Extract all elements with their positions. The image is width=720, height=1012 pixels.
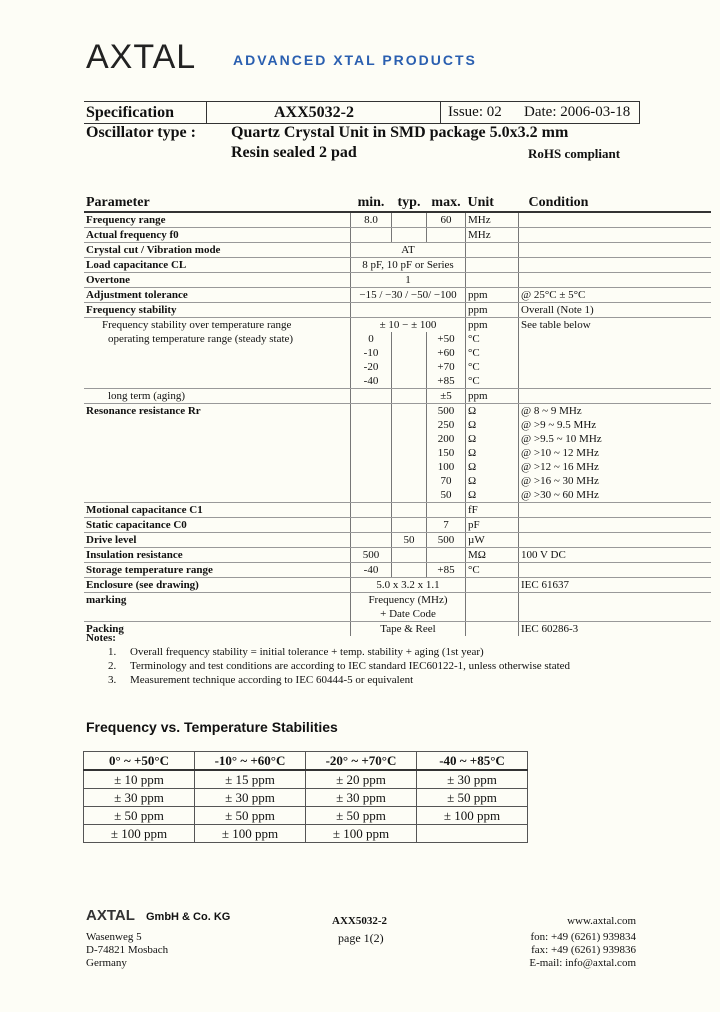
table-cell (84, 446, 351, 460)
table-cell: Ω (466, 418, 519, 432)
parameter-table (84, 193, 711, 636)
table-row (84, 303, 711, 318)
table-row (84, 518, 711, 533)
table-cell: −15 / −30 / −50/ −100 (351, 288, 466, 303)
table-cell: 50 (427, 488, 466, 503)
table-cell: Ω (466, 432, 519, 446)
table-cell (519, 607, 711, 622)
fvt-header: -40 ~ +85°C (417, 752, 528, 771)
rohs-label: RoHS compliant (528, 146, 621, 161)
table-cell: Frequency stability (84, 303, 351, 318)
table-cell: 7 (427, 518, 466, 533)
table-cell: @ >10 ~ 12 MHz (519, 446, 711, 460)
table-row (84, 446, 711, 460)
fvt-header: -10° ~ +60°C (195, 752, 306, 771)
table-cell: operating temperature range (steady state) (108, 332, 294, 345)
table-row (84, 404, 711, 419)
table-cell (427, 503, 466, 518)
table-cell: @ 25°C ± 5°C (519, 288, 711, 303)
table-cell: Frequency range (84, 212, 351, 228)
table-cell: IEC 60286-3 (519, 622, 711, 637)
table-cell (519, 273, 711, 288)
table-cell (466, 578, 519, 593)
table-cell (466, 258, 519, 273)
footer-page: page 1(2) (338, 931, 384, 945)
table-cell (392, 346, 427, 360)
table-cell (392, 432, 427, 446)
table-cell (519, 243, 711, 258)
table-cell: -40 (351, 374, 392, 389)
table-row (84, 360, 711, 374)
table-cell (351, 488, 392, 503)
table-cell: @ >30 ~ 60 MHz (519, 488, 711, 503)
table-cell: Drive level (84, 533, 351, 548)
table-cell (392, 389, 427, 404)
table-cell: Ω (466, 446, 519, 460)
table-cell: ppm (466, 389, 519, 404)
table-cell: Ω (466, 404, 519, 419)
oscillator-type: Quartz Crystal Unit in SMD package 5.0x3.2 mm (231, 124, 569, 141)
table-cell (84, 474, 351, 488)
table-row (84, 258, 711, 273)
table-cell: Crystal cut / Vibration mode (84, 243, 351, 258)
table-cell (351, 518, 392, 533)
note-text: Overall frequency stability = initial tolerance + temp. stability + aging (1st year) (130, 646, 484, 658)
fvt-row (84, 807, 528, 825)
table-cell: 8 pF, 10 pF or Series (351, 258, 466, 273)
col-header: max. (427, 193, 466, 212)
table-cell (466, 593, 519, 608)
divider (440, 102, 441, 123)
table-cell: ppm (466, 288, 519, 303)
table-cell: 500 (427, 404, 466, 419)
table-cell (84, 360, 351, 374)
table-cell: @ 8 ~ 9 MHz (519, 404, 711, 419)
fvt-cell: ± 50 ppm (306, 807, 417, 825)
table-cell: +70 (427, 360, 466, 374)
table-cell (392, 474, 427, 488)
date: Date: 2006-03-18 (524, 104, 631, 120)
table-cell (392, 488, 427, 503)
table-row (84, 474, 711, 488)
note-number: 2. (108, 660, 117, 672)
divider (639, 102, 640, 123)
table-cell: Frequency (MHz) (351, 593, 466, 608)
footer-fax: fax: +49 (6261) 939836 (531, 944, 636, 956)
table-cell: +85 (427, 563, 466, 578)
table-cell (351, 446, 392, 460)
table-cell: Resonance resistance Rr (86, 404, 201, 417)
table-cell: °C (466, 332, 519, 346)
table-cell: 250 (427, 418, 466, 432)
table-header-row (84, 193, 711, 212)
table-row (84, 460, 711, 474)
fvt-cell: ± 30 ppm (417, 770, 528, 789)
footer-country: Germany (86, 957, 127, 969)
fvt-cell (417, 825, 528, 843)
table-cell (84, 346, 351, 360)
table-cell (519, 346, 711, 360)
table-cell: @ >16 ~ 30 MHz (519, 474, 711, 488)
fvt-title: Frequency vs. Temperature Stabilities (86, 719, 338, 735)
table-cell: +50 (427, 332, 466, 346)
table-row (84, 243, 711, 258)
table-cell: @ >12 ~ 16 MHz (519, 460, 711, 474)
table-cell: Ω (466, 474, 519, 488)
fvt-row (84, 825, 528, 843)
table-row (84, 607, 711, 622)
table-cell (519, 389, 711, 404)
note-text: Measurement technique according to IEC 60444-5 or equivalent (130, 674, 414, 686)
table-cell (519, 258, 711, 273)
table-cell: -40 (351, 563, 392, 578)
fvt-row (84, 789, 528, 807)
table-cell: Adjustment tolerance (84, 288, 351, 303)
fvt-row (84, 770, 528, 789)
table-cell: MΩ (466, 548, 519, 563)
table-cell (392, 460, 427, 474)
fvt-cell: ± 50 ppm (417, 789, 528, 807)
table-row (84, 548, 711, 563)
table-cell: °C (466, 374, 519, 389)
table-row (84, 533, 711, 548)
table-cell (351, 460, 392, 474)
fvt-cell: ± 30 ppm (306, 789, 417, 807)
table-cell (351, 228, 392, 243)
table-cell (519, 518, 711, 533)
table-cell (392, 404, 427, 419)
col-header: Unit (466, 193, 519, 212)
table-cell: -20 (351, 360, 392, 374)
table-row (84, 563, 711, 578)
table-cell: +85 (427, 374, 466, 389)
table-cell (392, 374, 427, 389)
table-row (84, 332, 711, 346)
spec-label: Specification (86, 104, 174, 121)
table-cell (84, 432, 351, 446)
table-cell (427, 548, 466, 563)
table-cell (351, 389, 392, 404)
table-cell: 100 (427, 460, 466, 474)
table-cell (351, 418, 392, 432)
spec-header-bar (84, 101, 640, 124)
table-cell (519, 228, 711, 243)
table-cell: °C (466, 563, 519, 578)
table-cell: 500 (351, 548, 392, 563)
table-cell (392, 228, 427, 243)
fvt-cell: ± 100 ppm (195, 825, 306, 843)
table-cell (519, 503, 711, 518)
table-cell: Static capacitance C0 (84, 518, 351, 533)
table-cell: Ω (466, 488, 519, 503)
table-cell: fF (466, 503, 519, 518)
table-cell: Insulation resistance (84, 548, 351, 563)
axtal-logo (86, 38, 196, 77)
table-cell (466, 243, 519, 258)
fvt-cell: ± 30 ppm (84, 789, 195, 807)
table-cell: IEC 61637 (519, 578, 711, 593)
fvt-cell: ± 30 ppm (195, 789, 306, 807)
table-row (84, 503, 711, 518)
table-cell (519, 212, 711, 228)
note-number: 1. (108, 646, 117, 658)
table-cell: long term (aging) (84, 389, 351, 404)
fvt-table (83, 751, 528, 843)
table-cell (466, 607, 519, 622)
table-row (84, 578, 711, 593)
table-row (84, 622, 711, 637)
table-cell: ± 10 − ± 100 (351, 318, 466, 333)
table-cell: Tape & Reel (351, 622, 466, 637)
table-cell (392, 446, 427, 460)
table-row (84, 288, 711, 303)
table-cell: °C (466, 346, 519, 360)
table-cell (392, 548, 427, 563)
table-row (84, 432, 711, 446)
table-cell: MHz (466, 212, 519, 228)
table-cell: MHz (466, 228, 519, 243)
table-row (84, 389, 711, 404)
table-cell: Overtone (84, 273, 351, 288)
note-number: 3. (108, 674, 117, 686)
table-cell: -10 (351, 346, 392, 360)
footer-web[interactable]: www.axtal.com (567, 915, 636, 927)
table-cell: Actual frequency f0 (84, 228, 351, 243)
table-cell: Load capacitance CL (84, 258, 351, 273)
table-row (84, 212, 711, 228)
table-cell (351, 303, 466, 318)
col-header: typ. (392, 193, 427, 212)
table-cell: 0 (351, 332, 392, 346)
footer-logo: AXTAL (86, 907, 135, 924)
footer-part: AXX5032-2 (332, 915, 387, 927)
table-cell: Enclosure (see drawing) (84, 578, 351, 593)
table-cell: @ >9 ~ 9.5 MHz (519, 418, 711, 432)
table-cell (392, 212, 427, 228)
table-cell: 8.0 (351, 212, 392, 228)
table-cell (519, 533, 711, 548)
table-cell (84, 460, 351, 474)
table-row (84, 593, 711, 608)
table-cell (84, 374, 351, 389)
fvt-header: -20° ~ +70°C (306, 752, 417, 771)
tagline: ADVANCED XTAL PRODUCTS (233, 52, 477, 68)
table-cell (519, 374, 711, 389)
fvt-cell: ± 100 ppm (306, 825, 417, 843)
col-header: Condition (519, 193, 711, 212)
table-cell (351, 533, 392, 548)
table-cell: µW (466, 533, 519, 548)
table-cell (392, 418, 427, 432)
table-cell (84, 418, 351, 432)
table-cell: marking (86, 593, 127, 606)
issue: Issue: 02 (448, 104, 502, 120)
table-cell: 1 (351, 273, 466, 288)
fvt-cell: ± 50 ppm (195, 807, 306, 825)
table-cell: @ >9.5 ~ 10 MHz (519, 432, 711, 446)
table-cell (427, 228, 466, 243)
table-cell (392, 518, 427, 533)
table-cell: 200 (427, 432, 466, 446)
table-row (84, 318, 711, 333)
table-cell: Overall (Note 1) (519, 303, 711, 318)
footer-company: GmbH & Co. KG (146, 911, 231, 923)
table-row (84, 346, 711, 360)
fvt-cell: ± 50 ppm (84, 807, 195, 825)
table-row (84, 418, 711, 432)
table-cell: 60 (427, 212, 466, 228)
footer-street: Wasenweg 5 (86, 931, 142, 943)
table-cell (84, 488, 351, 503)
fvt-header-row (84, 752, 528, 771)
table-cell (519, 593, 711, 608)
table-cell: Packing (86, 622, 124, 635)
col-header: Parameter (84, 193, 351, 212)
col-header: min. (351, 193, 392, 212)
divider (206, 102, 207, 123)
table-cell (392, 332, 427, 346)
table-cell: ppm (466, 318, 519, 333)
note-text: Terminology and test conditions are according to IEC standard IEC60122-1, unless otherwise stated (130, 660, 571, 672)
table-cell: 50 (392, 533, 427, 548)
notes-title: Notes: (86, 632, 116, 644)
table-cell: +60 (427, 346, 466, 360)
table-row (84, 228, 711, 243)
table-cell: Storage temperature range (84, 563, 351, 578)
table-cell: 5.0 x 3.2 x 1.1 (351, 578, 466, 593)
oscillator-label: Oscillator type : (86, 124, 196, 141)
resin-note: Resin sealed 2 pad (231, 144, 357, 161)
table-cell (351, 503, 392, 518)
table-cell: 100 V DC (519, 548, 711, 563)
table-cell: °C (466, 360, 519, 374)
fvt-header: 0° ~ +50°C (84, 752, 195, 771)
table-cell (392, 563, 427, 578)
table-cell (351, 432, 392, 446)
table-cell (519, 360, 711, 374)
table-cell (519, 563, 711, 578)
table-cell (351, 404, 392, 419)
table-cell (466, 622, 519, 637)
table-cell (84, 607, 351, 622)
fvt-cell: ± 100 ppm (417, 807, 528, 825)
table-cell: + Date Code (351, 607, 466, 622)
table-cell (466, 273, 519, 288)
table-row (84, 374, 711, 389)
fvt-cell: ± 15 ppm (195, 770, 306, 789)
table-cell: 500 (427, 533, 466, 548)
table-cell (519, 332, 711, 346)
table-cell (351, 474, 392, 488)
table-cell: AT (351, 243, 466, 258)
fvt-cell: ± 100 ppm (84, 825, 195, 843)
table-cell: ±5 (427, 389, 466, 404)
logo-text: AXTAL (86, 38, 197, 76)
table-cell: 150 (427, 446, 466, 460)
table-cell: Ω (466, 460, 519, 474)
fvt-cell: ± 20 ppm (306, 770, 417, 789)
part-number: AXX5032-2 (274, 104, 354, 121)
footer-city: D-74821 Mosbach (86, 944, 169, 956)
table-cell: 70 (427, 474, 466, 488)
table-cell (392, 360, 427, 374)
table-row (84, 488, 711, 503)
table-cell: See table below (519, 318, 711, 333)
footer-email[interactable]: E-mail: info@axtal.com (529, 957, 636, 969)
footer-fon: fon: +49 (6261) 939834 (530, 931, 636, 943)
table-cell: pF (466, 518, 519, 533)
table-row (84, 273, 711, 288)
table-cell: Motional capacitance C1 (84, 503, 351, 518)
table-cell: ppm (466, 303, 519, 318)
table-cell: Frequency stability over temperature range (102, 318, 292, 331)
table-cell (392, 503, 427, 518)
fvt-cell: ± 10 ppm (84, 770, 195, 789)
